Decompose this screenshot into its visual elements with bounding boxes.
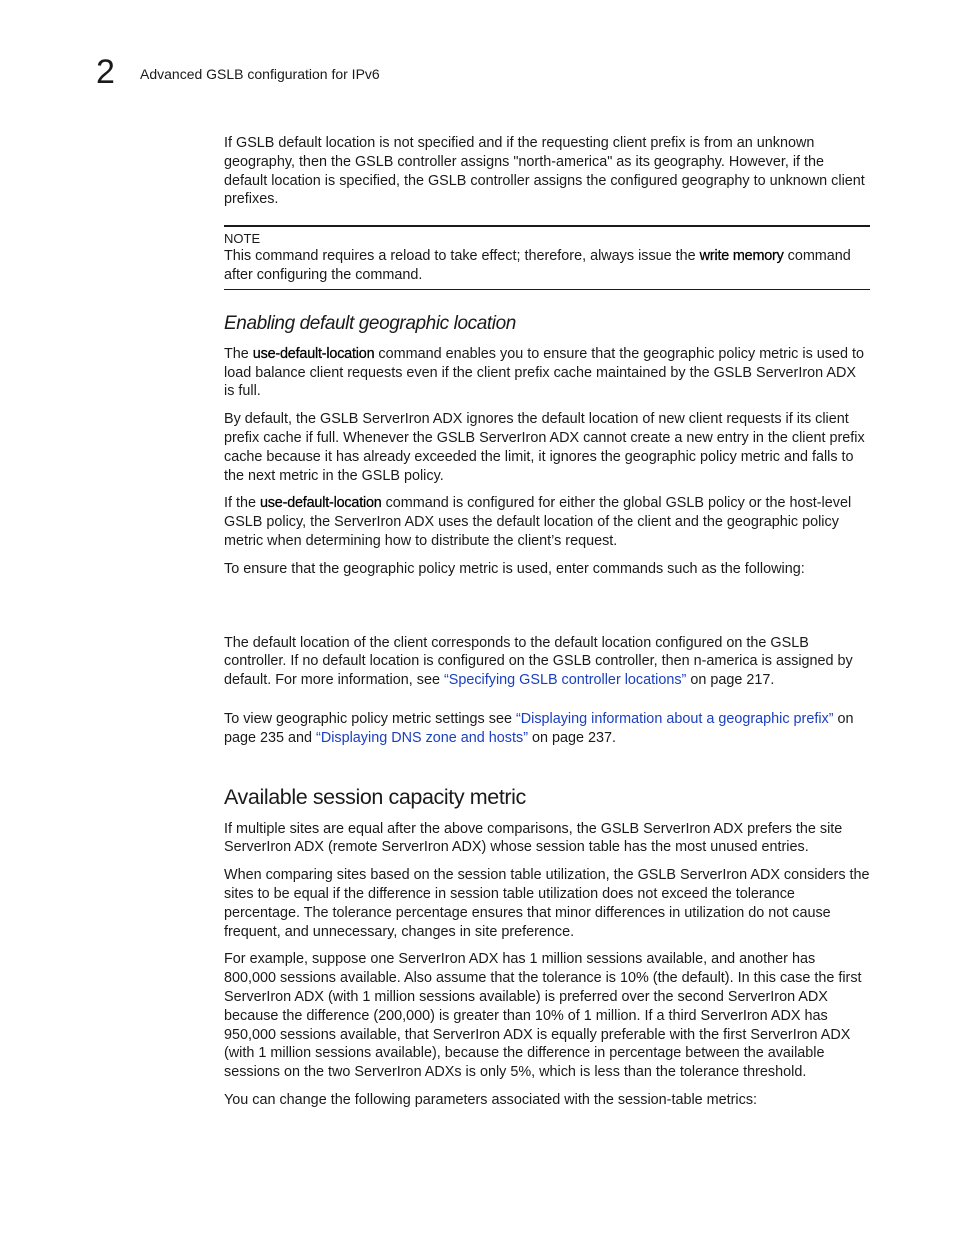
default-location-p5 <box>224 634 870 690</box>
default-location-p1 <box>224 345 870 401</box>
p3-command: use-default-location <box>260 495 382 512</box>
session-capacity-p1: If multiple sites are equal after the above comparisons, the GSLB ServerIron ADX prefers the site ServerIron ADX (remote ServerIron ADX) whose session table has the most unused entries. <box>224 820 843 856</box>
note-text-after: command after configuring the command. <box>224 248 851 283</box>
p5-text-after: on page 217. <box>686 672 775 689</box>
link-displaying-geographic-prefix[interactable]: “Displaying information about a geographic prefix” <box>515 710 834 727</box>
session-capacity-p2: When comparing sites based on the session table utilization, the GSLB ServerIron ADX considers the sites to be equal if the difference in session table utilization does not exceed the tolerance percentage. The tolerance percentage ensures that minor differences in utilization do not cause frequent, and unnecessary, changes in site preference. <box>224 867 870 940</box>
running-header-title: Advanced GSLB configuration for IPv6 <box>140 66 380 82</box>
intro-paragraph: If GSLB default location is not specified and if the requesting client prefix is from an unknown geography, then the GSLB controller assigns "north-america" as its geography. However, if the default location is specified, the GSLB controller assigns the configured geography to unknown client prefixes. <box>224 135 865 208</box>
p3-text-before: If the <box>224 495 260 512</box>
page-body <box>224 134 870 1110</box>
default-location-p4: To ensure that the geographic policy metric is used, enter commands such as the following: <box>224 560 805 577</box>
default-location-heading: Enabling default geographic location <box>224 312 516 334</box>
note-command: write memory <box>699 248 784 265</box>
chapter-number: 2 <box>96 53 115 91</box>
note-text-before: This command requires a reload to take effect; therefore, always issue the <box>224 248 700 265</box>
note-label: NOTE <box>224 231 261 247</box>
default-location-p2: By default, the GSLB ServerIron ADX ignores the default location of new client requests if its client prefix cache if full. Whenever the GSLB ServerIron ADX cannot create a new entry in the client prefix cache because it has already exceeded the limit, it ignores the geographic policy metric and falls to the next metric in the GSLB policy. <box>224 411 865 484</box>
note-box <box>224 225 870 290</box>
p3-text-after: command is configured for either the global GSLB policy or the host-level GSLB policy, the ServerIron ADX uses the default location of the client and the geographic policy metric when determining how to distribute the client’s request. <box>224 495 852 549</box>
note-text <box>224 247 870 285</box>
p5-text-before: The default location of the client corresponds to the default location configured on the GSLB controller. If no default location is configured on the GSLB controller, then n-america is assigned by default. For more information, see <box>224 634 853 689</box>
p1-text-after: command enables you to ensure that the geographic policy metric is used to load balance client requests even if the client prefix cache maintained by the GSLB ServerIron ADX is full. <box>224 345 864 400</box>
session-capacity-p4: You can change the following parameters associated with the session-table metrics: <box>224 1091 758 1108</box>
session-capacity-heading: Available session capacity metric <box>224 784 526 809</box>
p6-text-after: on page 237. <box>528 729 617 746</box>
p1-text-before: The <box>224 345 253 362</box>
default-location-p3 <box>224 494 870 550</box>
p6-text-before: To view geographic policy metric settings see <box>224 710 516 727</box>
p6-text-mid: on page 235 and <box>224 710 854 746</box>
p1-command: use-default-location <box>252 345 375 362</box>
link-displaying-dns-zone-and-hosts[interactable]: “Displaying DNS zone and hosts” <box>316 729 528 746</box>
default-location-p6 <box>224 710 870 748</box>
link-specifying-gslb-controller-locations[interactable]: “Specifying GSLB controller locations” <box>443 672 687 689</box>
session-capacity-p3: For example, suppose one ServerIron ADX has 1 million sessions available, and another has 800,000 sessions available. Also assume that the tolerance is 10% (the default). In this case the first ServerIron ADX (with 1 million sessions available) is preferred over the second ServerIron ADX because the difference (200,000) is greater than 10% of 1 million. If a third ServerIron ADX has 950,000 sessions available, that ServerIron ADX is equally preferable with the first ServerIron ADX (with 1 million sessions available), because the difference in percentage between the available sessions on the two ServerIron ADXs is only 5%, which is less than the tolerance threshold. <box>224 951 862 1081</box>
